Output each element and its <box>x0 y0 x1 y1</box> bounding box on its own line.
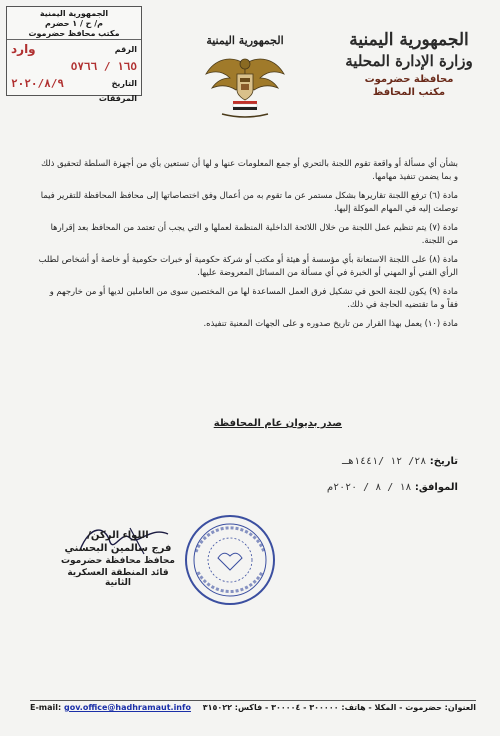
article-10: مادة (١٠) يعمل بهذا القرار من تاريخ صدوره و على الجهات المعنية تنفيذه. <box>203 318 458 328</box>
email-label: E-mail: <box>30 703 62 712</box>
country-name: الجمهورية اليمنية <box>349 30 469 50</box>
signatory-military-title: قائد المنطقة العسكرية الثانية <box>67 568 169 588</box>
yemen-emblem <box>200 34 290 124</box>
letterhead <box>334 30 484 98</box>
ministry-name: وزارة الإدارة المحلية <box>345 52 473 70</box>
hijri-date-label: تاريخ: <box>429 456 458 467</box>
office-name: مكتب المحافظ <box>372 87 446 98</box>
gregorian-date-value: ١٨ / ٨ / ٢٠٢٠م <box>327 482 412 493</box>
reference-date-value: ٢٠٢٠/٨/٩ <box>11 77 64 90</box>
reference-stamp-header: الجمهورية اليمنية م/ ح / ١ حضرم مكتب محافظ حضرموت <box>7 7 141 40</box>
reference-number-row <box>7 40 141 58</box>
governorate-name: محافظة حضرموت <box>364 74 454 85</box>
reference-attachments-label: المرفقات <box>98 94 137 103</box>
official-seal-icon <box>182 512 278 608</box>
footer-email <box>30 703 191 712</box>
issued-statement: صدر بديوان عام المحافظة <box>213 418 342 429</box>
emblem-caption: الجمهورية اليمنية <box>206 34 284 47</box>
footer-divider <box>30 700 476 701</box>
letter-footer <box>30 703 476 712</box>
reference-number-value-row <box>7 58 141 75</box>
signature-block <box>58 530 178 588</box>
reference-date-label: التاريخ <box>111 79 137 88</box>
letter-body <box>38 157 458 336</box>
body-paragraph: بشأن أي مسألة أو واقعة تقوم اللجنة بالتحري أو جمع المعلومات عنها و لها أن تستعين بأي من أجهزة السلطة لتحقيق ذلك و بما يضمن تنفيذ مهامها. <box>41 158 458 181</box>
footer-address: العنوان: حضرموت - المكلا - هاتف: ٣٠٠٠٠٠ - ٣٠٠٠٠٤ - فاكس: ٣١٥٠٢٢ <box>202 703 476 712</box>
article-6: مادة (٦) ترفع اللجنة تقاريرها بشكل مستمر عن ما تقوم به من أعمال وفق اختصاصاتها إلى محافظ المحافظة للتقرير فيما توصلت إليه في المهام الموكلة إليها. <box>40 190 458 213</box>
article-8: مادة (٨) على اللجنة الاستعانة بأي مؤسسة أو هيئة أو مكتب أو شركة حكومية أو خبرات حكومية أو خاصة أو أشخاص لطلب الرأي الفني أو المهني أو الخبرة في أي مسألة من المسائل المعروضة عليها. <box>38 254 458 277</box>
article-7: مادة (٧) يتم تنظيم عمل اللجنة من خلال اللائحة الداخلية المنظمة لعملها و التي يجب أن تعتمد من المحافظ بعد إقرارها من اللجنة. <box>50 222 458 245</box>
gregorian-date <box>327 482 458 493</box>
signatory-name: فرج سالمين البحسني <box>64 543 172 554</box>
signatory-rank: اللواء الركن/ <box>87 530 149 541</box>
article-9: مادة (٩) يكون للجنة الحق في تشكيل فرق العمل المساعدة لها من المختصين سوى من العاملين لديها أو من خارجهم و فقاً و ما تقتضيه الحاجة في ذلك. <box>49 286 458 309</box>
reference-number-label: الرقم <box>114 44 137 54</box>
reference-date-row <box>7 75 141 92</box>
email-link[interactable]: gov.office@hadhramaut.info <box>64 703 191 712</box>
gregorian-date-label: الموافق: <box>414 482 458 493</box>
reference-attachments-row <box>7 92 141 105</box>
signatory-title: محافظ محافظة حضرموت <box>60 556 175 566</box>
eagle-emblem-icon <box>200 34 290 124</box>
incoming-mark: وارد <box>11 42 36 56</box>
reference-number-value: ١٦٥ / ٥٧٦٦ <box>70 60 137 73</box>
hijri-date <box>342 456 458 467</box>
hijri-date-value: ٢٨/ ١٢ /١٤٤١هـ <box>341 456 427 467</box>
reference-stamp-box <box>6 6 142 103</box>
